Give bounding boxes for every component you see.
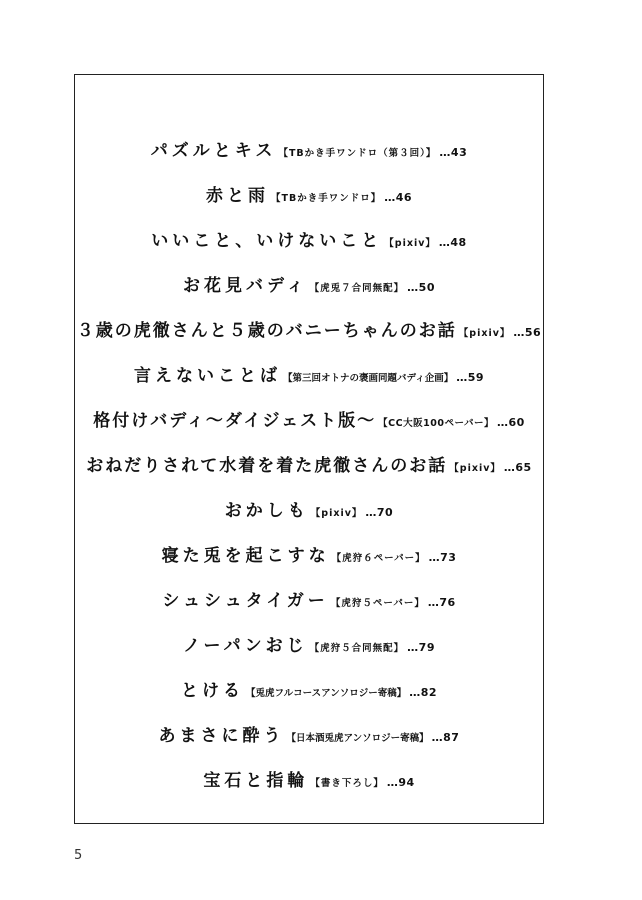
toc-entry-note: 【TBかき手ワンドロ】 bbox=[270, 193, 382, 204]
toc-entry-page: …43 bbox=[439, 146, 468, 159]
toc-entry-page: …65 bbox=[503, 461, 532, 474]
toc-entry bbox=[75, 679, 543, 703]
toc-entry-page: …73 bbox=[428, 551, 457, 564]
toc-entry bbox=[75, 634, 543, 658]
toc-entry bbox=[75, 544, 543, 568]
toc-entry bbox=[75, 769, 543, 793]
toc-entry-note: 【pixiv】 bbox=[384, 238, 436, 249]
toc-entry-title: シュシュタイガー bbox=[162, 591, 329, 611]
toc-entry-note: 【兎虎フルコースアンソロジー寄稿】 bbox=[245, 688, 407, 699]
toc-entry-page: …70 bbox=[365, 506, 394, 519]
toc-entry-title: あまさに酔う bbox=[158, 726, 285, 746]
toc-entry-title: ノーパンおじ bbox=[183, 636, 308, 656]
toc-entry-note: 【pixiv】 bbox=[449, 463, 501, 474]
toc-entry-title: おねだりされて水着を着た虎徹さんのお話 bbox=[86, 456, 448, 476]
toc-entry-title: 格付けバディ～ダイジェスト版～ bbox=[93, 411, 377, 431]
toc-entry-note: 【日本酒兎虎アンソロジー寄稿】 bbox=[286, 733, 429, 744]
toc-entry-title: 赤と雨 bbox=[205, 186, 269, 206]
toc-entry-page: …79 bbox=[407, 641, 435, 654]
toc-entry-page: …76 bbox=[427, 596, 456, 609]
toc-entry bbox=[75, 229, 543, 253]
toc-entry-title: パズルとキス bbox=[150, 141, 277, 161]
toc-entry-title: 言えないことば bbox=[133, 366, 281, 386]
toc-entry-page: …46 bbox=[384, 191, 413, 204]
toc-entry-title: おかしも bbox=[224, 501, 309, 521]
toc-entry-note: 【書き下ろし】 bbox=[310, 778, 384, 789]
toc-entry-title: とける bbox=[180, 681, 244, 701]
toc-entry-note: 【第三回オトナの褒画同題バディ企画】 bbox=[282, 373, 454, 384]
toc-entry-note: 【pixiv】 bbox=[458, 328, 511, 339]
toc-entry-title: 宝石と指輪 bbox=[203, 771, 309, 791]
toc-entry bbox=[75, 364, 543, 388]
toc-entry bbox=[75, 454, 543, 478]
toc-entry bbox=[75, 274, 543, 298]
toc-entry bbox=[75, 139, 543, 163]
toc-entry-page: …50 bbox=[407, 281, 435, 294]
toc-entry bbox=[75, 724, 543, 748]
toc-entry bbox=[75, 409, 543, 433]
toc-entry-note: 【虎兎７合同無配】 bbox=[309, 283, 405, 294]
toc-entry-page: …60 bbox=[496, 416, 525, 429]
toc-entry bbox=[75, 499, 543, 523]
toc-entry-note: 【虎狩５合同無配】 bbox=[309, 643, 405, 654]
toc-entry bbox=[75, 589, 543, 613]
toc-entry-title: 寝た兎を起こすな bbox=[161, 546, 330, 566]
toc-entry-page: …56 bbox=[513, 326, 542, 339]
toc-entry-page: …59 bbox=[456, 371, 485, 384]
toc-entry-note: 【pixiv】 bbox=[310, 508, 363, 519]
toc-entry-page: …94 bbox=[386, 776, 415, 789]
toc-entry-note: 【虎狩５ペーパー】 bbox=[330, 598, 425, 609]
toc-entry-note: 【虎狩６ペーパー】 bbox=[331, 553, 426, 564]
toc-frame bbox=[74, 74, 544, 824]
toc-entry-title: ３歳の虎徹さんと５歳のバニーちゃんのお話 bbox=[76, 321, 457, 341]
toc-entry-title: お花見バディ bbox=[183, 276, 308, 296]
toc-entry bbox=[75, 184, 543, 208]
toc-entry-note: 【CC大阪100ペーパー】 bbox=[378, 418, 494, 429]
toc-entry-page: …48 bbox=[438, 236, 467, 249]
toc-entry-title: いいこと、いけないこと bbox=[151, 231, 383, 251]
toc-entry-note: 【TBかき手ワンドロ（第３回）】 bbox=[278, 148, 437, 159]
toc-entry-page: …82 bbox=[409, 686, 438, 699]
toc-entry-page: …87 bbox=[431, 731, 460, 744]
toc-entry bbox=[75, 319, 543, 343]
page-number: 5 bbox=[74, 848, 83, 863]
